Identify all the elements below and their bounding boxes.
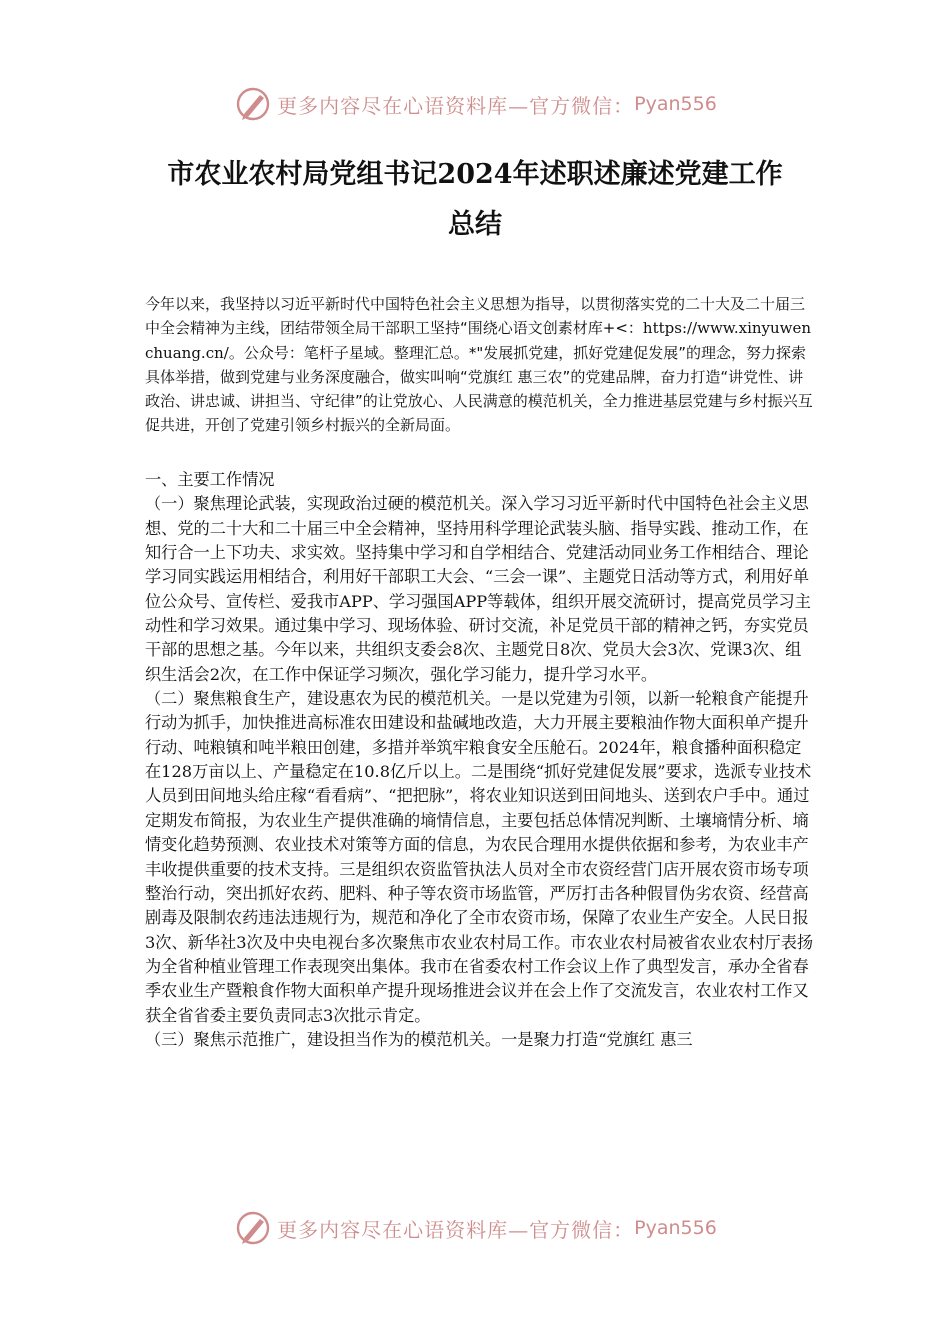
intro-url: https://www.xinyuwenchuang.cn/ bbox=[145, 319, 812, 362]
title-line-2: 总结 bbox=[448, 209, 502, 240]
title-line-1: 市农业农村局党组书记2024年述职述廉述党建工作 bbox=[167, 159, 783, 190]
intro-text-continued: 。公众号：笔杆子星域。整理汇总。*"发展抓党建，抓好党建促发展”的理念，努力探索具体举措，做到党建与业务深度融合，做实叫响“党旗红 惠三农”的党建品牌，奋力打造“讲党性、讲政治、讲忠诚、讲担当、守纪律”的让党放心、人民满意的模范机关，全力推进基层党建与乡村振兴互促共进，开创了党建引领乡村振兴的全新局面。 bbox=[145, 343, 813, 435]
pen-logo-icon bbox=[233, 84, 273, 124]
body-paragraph-2: （二）聚焦粮食生产，建设惠农为民的模范机关。一是以党建为引领，以新一轮粮食产能提升行动为抓手，加快推进高标准农田建设和盐碱地改造，大力开展主要粮油作物大面积单产提升行动、吨粮镇和吨半粮田创建，多措并举筑牢粮食安全压舱石。2024年，粮食播种面积稳定在128万亩以上、产量稳定在10.8亿斤以上。二是围绕“抓好党建促发展”要求，选派专业技术人员到田间地头给庄稼“看看病”、“把把脉”，将农业知识送到田间地头、送到农户手中。通过定期发布简报，为农业生产提供准确的墒情信息，主要包括总体情况判断、土壤墒情分析、墒情变化趋势预测、农业技术对策等方面的信息，为农民合理用水提供依据和参考，为农业丰产丰收提供重要的技术支持。三是组织农资监管执法人员对全市农资经营门店开展农资市场专项整治行动，突出抓好农药、肥料、种子等农资市场监管，严厉打击各种假冒伪劣农资、经营高剧毒及限制农药违法违规行为，规范和净化了全市农资市场，保障了农业生产安全。人民日报3次、新华社3次及中央电视台多次聚焦市农业农村局工作。市农业农村局被省农业农村厅表扬为全省种植业管理工作表现突出集体。我市在省委农村工作会议上作了典型发言，承办全省春季农业生产暨粮食作物大面积单产提升现场推进会议并在会上作了交流发言，农业农村工作又获全省省委主要负责同志3次批示肯定。 bbox=[145, 689, 814, 1025]
body-paragraph-1: （一）聚焦理论武装，实现政治过硬的模范机关。深入学习习近平新时代中国特色社会主义思想、党的二十大和二十届三中全会精神，坚持用科学理论武装头脑、指导实践、推动工作，在知行合一上下功夫、求实效。坚持集中学习和自学相结合、党建活动同业务工作相结合、理论学习同实践运用相结合，利用好干部职工大会、“三会一课”、主题党日活动等方式，利用好单位公众号、宣传栏、爱我市APP、学习强国APP等载体，组织开展交流研讨，提高党员学习主动性和学习效果。通过集中学习、现场体验、研讨交流，补足党员干部的精神之钙，夯实党员干部的思想之基。今年以来，共组织支委会8次、主题党日8次、党员大会3次、党课3次、组织生活会2次，在工作中保证学习频次，强化学习能力，提升学习水平。 bbox=[145, 494, 811, 684]
watermark-id: Pyan556 bbox=[634, 1217, 717, 1239]
watermark-id: Pyan556 bbox=[634, 93, 717, 115]
watermark-text: 更多内容尽在心语资料库—官方微信： bbox=[277, 93, 635, 118]
page-title bbox=[140, 150, 810, 250]
watermark-banner-top bbox=[0, 82, 950, 126]
section-heading: 一、主要工作情况 bbox=[145, 470, 275, 489]
intro-paragraph bbox=[145, 292, 815, 438]
pen-logo-icon bbox=[233, 1208, 273, 1248]
watermark-text: 更多内容尽在心语资料库—官方微信： bbox=[277, 1217, 635, 1242]
watermark-banner-bottom bbox=[0, 1206, 950, 1250]
document-body bbox=[145, 468, 815, 1052]
body-paragraph-3: （三）聚焦示范推广，建设担当作为的模范机关。一是聚力打造“党旗红 惠三 bbox=[145, 1029, 693, 1049]
intro-text: 今年以来，我坚持以习近平新时代中国特色社会主义思想为指导，以贯彻落实党的二十大及二十届三中全会精神为主线，团结带领全局干部职工坚持“围绕心语文创素材库+<： bbox=[145, 295, 806, 338]
